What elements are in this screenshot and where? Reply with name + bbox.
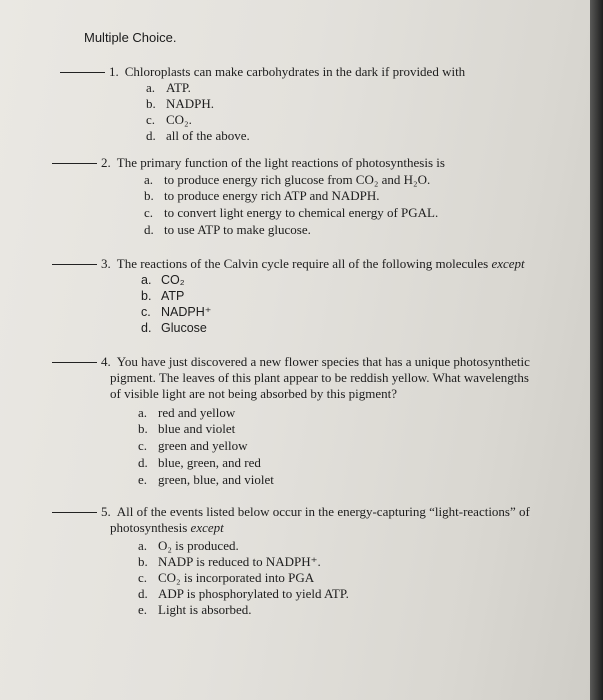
option-4e [138,472,274,488]
option-letter: a. [141,273,152,287]
option-text: CO₂. [166,112,192,127]
option-text: CO₂ [161,273,185,287]
page-edge-shadow [590,0,603,700]
stem-emphasis: except [491,256,525,271]
option-letter: c. [138,438,148,453]
answer-blank-4[interactable] [52,362,97,363]
option-1c [146,112,192,128]
option-1a [146,80,191,96]
option-1d [146,128,250,144]
answer-blank-2[interactable] [52,163,97,164]
option-text: NADPH. [166,96,215,111]
option-text: ADP is phosphorylated to yield ATP. [158,586,349,601]
question-3 [52,256,525,272]
option-5b [138,554,321,570]
option-text: to produce energy rich glucose from CO₂ and H₂O. [164,172,431,187]
option-text: O₂ is produced. [158,538,239,553]
option-text: ATP [161,289,185,303]
option-letter: d. [138,455,148,470]
option-5e [138,602,252,618]
option-letter: e. [138,602,148,617]
option-text: NADP is reduced to NADPH⁺. [158,554,321,569]
question-stem-line-1: You have just discovered a new flower species that has a unique photosynthetic [116,354,530,369]
option-text: ATP. [166,80,191,95]
option-4a [138,405,235,421]
option-2a [144,172,430,188]
section-title: Multiple Choice. [84,30,177,45]
option-letter: a. [138,538,148,553]
question-number: 4. [101,354,111,369]
option-2c [144,205,438,221]
option-letter: d. [138,586,148,601]
option-4c [138,438,248,454]
question-number: 2. [101,155,111,170]
option-letter: b. [138,421,148,436]
option-text: red and yellow [158,405,236,420]
option-text: Glucose [161,321,207,335]
question-2 [52,155,445,171]
question-stem-line-2: photosynthesis [110,520,188,535]
answer-blank-1[interactable] [60,72,105,73]
question-stem-line-1: All of the events listed below occur in the energy-capturing “light-reactions” of [116,504,530,519]
option-text: NADPH⁺ [161,305,212,319]
question-stem-line-2: pigment. The leaves of this plant appear to be reddish yellow. What wavelengths [110,370,529,385]
option-2b [144,188,380,204]
option-letter: c. [141,305,151,319]
option-text: blue, green, and red [158,455,261,470]
option-letter: c. [146,112,156,127]
question-4 [52,354,530,402]
option-text: green, blue, and violet [158,472,274,487]
option-letter: a. [138,405,148,420]
option-text: blue and violet [158,421,236,436]
option-1b [146,96,214,112]
option-text: all of the above. [166,128,250,143]
question-stem: Chloroplasts can make carbohydrates in the dark if provided with [124,64,466,79]
option-letter: b. [138,554,148,569]
question-stem: The primary function of the light reactions of photosynthesis is [116,155,445,170]
option-3d [141,320,207,336]
option-letter: a. [146,80,156,95]
option-letter: b. [146,96,156,111]
option-2d [144,222,311,238]
option-5a [138,538,239,554]
option-4b [138,421,235,437]
option-text: to use ATP to make glucose. [164,222,311,237]
answer-blank-5[interactable] [52,512,97,513]
option-letter: d. [141,321,152,335]
question-5 [52,504,530,536]
answer-blank-3[interactable] [52,264,97,265]
option-letter: b. [144,188,154,203]
option-letter: d. [146,128,156,143]
question-number: 5. [101,504,111,519]
question-1 [60,64,465,80]
option-3b [141,288,184,304]
option-letter: c. [138,570,148,585]
option-text: to produce energy rich ATP and NADPH. [164,188,380,203]
option-letter: b. [141,289,152,303]
option-text: Light is absorbed. [158,602,252,617]
option-text: to convert light energy to chemical energy of PGAL. [164,205,439,220]
question-number: 1. [109,64,119,79]
option-text: green and yellow [158,438,248,453]
option-5d [138,586,349,602]
option-3c [141,304,211,320]
question-number: 3. [101,256,111,271]
option-letter: e. [138,472,148,487]
question-stem: The reactions of the Calvin cycle require all of the following molecules [116,256,489,271]
option-letter: d. [144,222,154,237]
question-stem-line-3: of visible light are not being absorbed by this pigment? [110,386,398,401]
option-letter: c. [144,205,154,220]
option-4d [138,455,261,471]
option-text: CO₂ is incorporated into PGA [158,570,315,585]
stem-emphasis: except [190,520,224,535]
option-3a [141,272,185,288]
option-5c [138,570,314,586]
option-letter: a. [144,172,154,187]
